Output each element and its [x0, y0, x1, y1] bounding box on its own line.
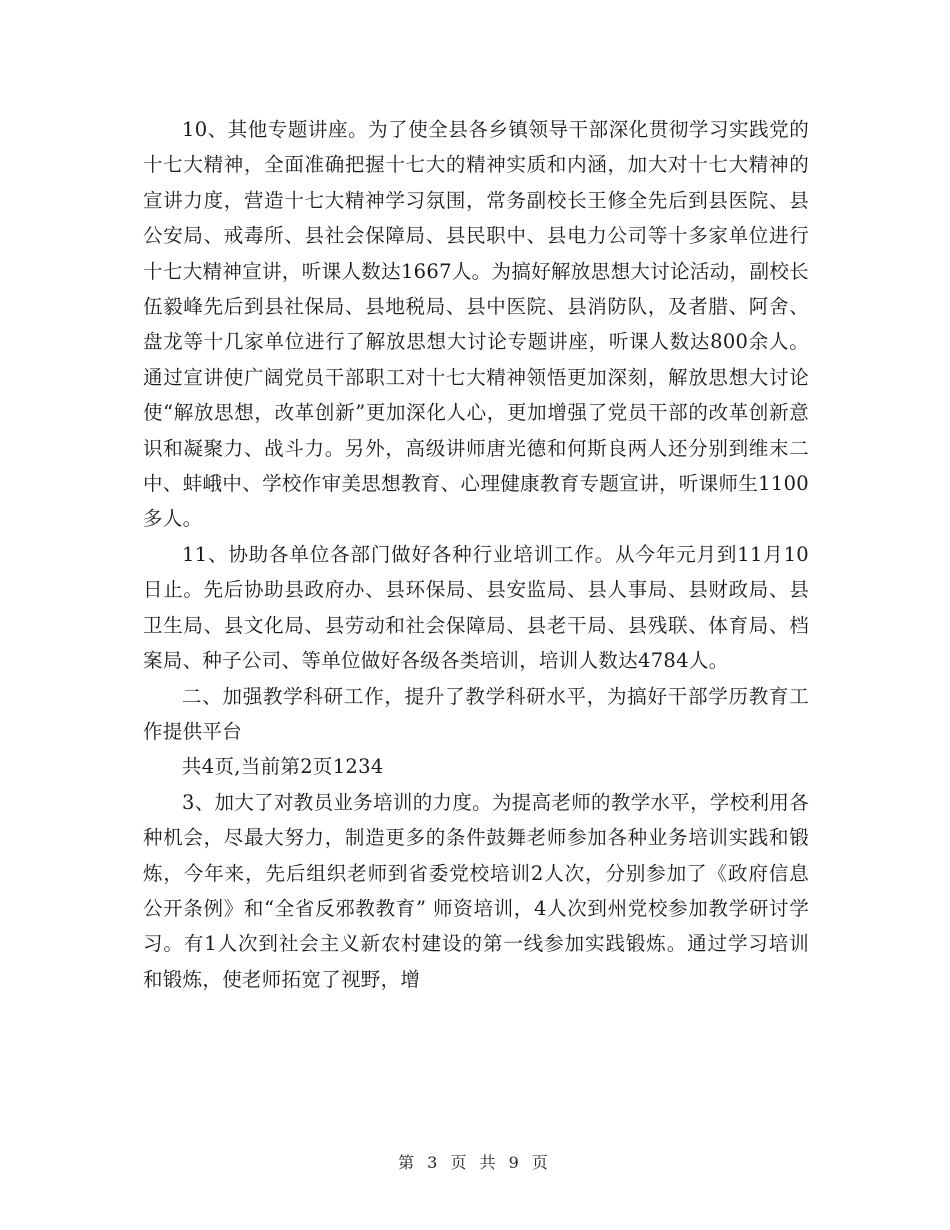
document-body [143, 112, 809, 997]
paragraph-teacher-training: 3、加大了对教员业务培训的力度。为提高老师的教学水平，学校利用各种机会，尽最大努力，制造更多的条件鼓舞老师参加各种业务培训实践和锻炼，今年来，先后组织老师到省委党校培训2人次，分别参加了《政府信息公开条例》和“全省反邪教教育” 师资培训，4人次到州党校参加教学研讨学习。有1人次到社会主义新农村建设的第一线参加实践锻炼。通过学习培训和锻炼，使老师拓宽了视野，增 [143, 790, 809, 991]
pagination-note: 共4页,当前第2页1234 [182, 755, 384, 779]
section-heading-research: 二、加强教学科研工作，提升了教学科研水平，为搞好干部学历教育工作提供平台 [143, 684, 809, 743]
page-footer: 第 3 页 共 9 页 [398, 1153, 552, 1172]
paragraph-training-assistance: 11、协助各单位各部门做好各种行业培训工作。从今年元月到11月10日止。先后协助县政府办、县环保局、县安监局、县人事局、县财政局、县卫生局、县文化局、县劳动和社会保障局、县老干局、县残联、体育局、档案局、种子公司、等单位做好各级各类培训，培训人数达4784人。 [143, 542, 809, 673]
paragraph-lectures: 10、其他专题讲座。为了使全县各乡镇领导干部深化贯彻学习实践党的十七大精神，全面准确把握十七大的精神实质和内涵，加大对十七大精神的宣讲力度，营造十七大精神学习氛围，常务副校长王修全先后到县医院、县公安局、戒毒所、县社会保障局、县民职中、县电力公司等十多家单位进行十七大精神宣讲，听课人数达1667人。为搞好解放思想大讨论活动，副校长伍毅峰先后到县社保局、县地税局、县中医院、县消防队，及者腊、阿舍、盘龙等十几家单位进行了解放思想大讨论专题讲座，听课人数达800余人。通过宣讲使广阔党员干部职工对十七大精神领悟更加深刻，解放思想大讨论使“解放思想，改革创新”更加深化人心，更加增强了党员干部的改革创新意识和凝聚力、战斗力。另外，高级讲师唐光德和何斯良两人还分别到维末二中、蚌峨中、学校作审美思想教育、心理健康教育专题宣讲，听课师生1100多人。 [143, 118, 809, 531]
